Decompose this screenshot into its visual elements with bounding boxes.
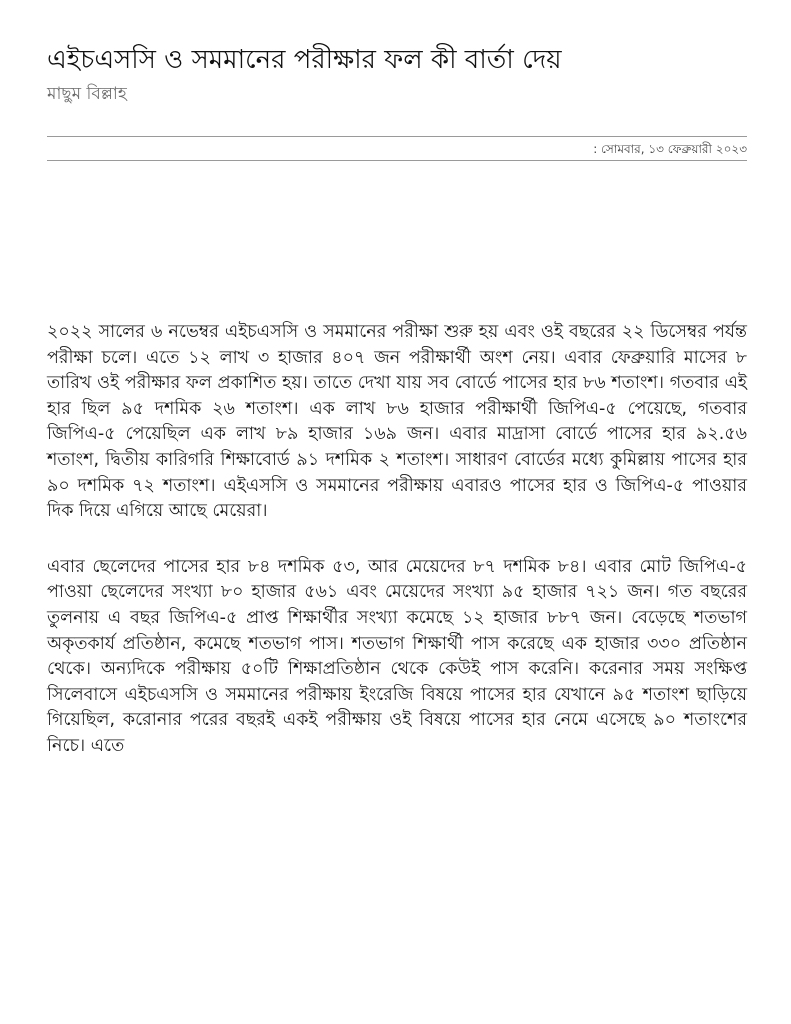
article-date: : সোমবার, ১৩ ফেব্রুয়ারী ২০২৩: [593, 142, 747, 156]
article-body: [47, 320, 747, 760]
divider-bottom: [47, 160, 747, 161]
article-paragraph: এবার ছেলেদের পাসের হার ৮৪ দশমিক ৫৩, আর মেয়েদের ৮৭ দশমিক ৮৪। এবার মোট জিপিএ-৫ পাওয়া ছেলেদের সংখ্যা ৮০ হাজার ৫৬১ এবং মেয়েদের সংখ্যা ৯৫ হাজার ৭২১ জন। গত বছরের তুলনায় এ বছর জিপিএ-৫ প্রাপ্ত শিক্ষার্থীর সংখ্যা কমেছে ১২ হাজার ৮৮৭ জন। বেড়েছে শতভাগ অকৃতকার্য প্রতিষ্ঠান, কমেছে শতভাগ পাস। শতভাগ শিক্ষার্থী পাস করেছে এক হাজার ৩৩০ প্রতিষ্ঠান থেকে। অন্যদিকে পরীক্ষায় ৫০টি শিক্ষাপ্রতিষ্ঠান থেকে কেউই পাস করেনি। করেনার সময় সংক্ষিপ্ত সিলেবাসে এইচএসসি ও সমমানের পরীক্ষায় ইংরেজি বিষয়ে পাসের হার যেখানে ৯৫ শতাংশ ছাড়িয়ে গিয়েছিল, করোনার পরের বছরই একই পরীক্ষায় ওই বিষয়ে পাসের হার নেমে এসেছে ৯০ শতাংশের নিচে। এতে: [47, 556, 747, 756]
article-page: [47, 0, 747, 1024]
article-author: মাছুম বিল্লাহ: [47, 84, 127, 104]
article-paragraph: ২০২২ সালের ৬ নভেম্বর এইচএসসি ও সমমানের পরীক্ষা শুরু হয় এবং ওই বছরের ২২ ডিসেম্বর পর্যন্ত পরীক্ষা চলে। এতে ১২ লাখ ৩ হাজার ৪০৭ জন পরীক্ষার্থী অংশ নেয়। এবার ফেব্রুয়ারি মাসের ৮ তারিখ ওই পরীক্ষার ফল প্রকাশিত হয়। তাতে দেখা যায় সব বোর্ডে পাসের হার ৮৬ শতাংশ। গতবার এই হার ছিল ৯৫ দশমিক ২৬ শতাংশ। এক লাখ ৮৬ হাজার পরীক্ষার্থী জিপিএ-৫ পেয়েছে, গতবার জিপিএ-৫ পেয়েছিল এক লাখ ৮৯ হাজার ১৬৯ জন। এবার মাদ্রাসা বোর্ডে পাসের হার ৯২.৫৬ শতাংশ, দ্বিতীয় কারিগরি শিক্ষাবোর্ড ৯১ দশমিক ২ শতাংশ। সাধারণ বোর্ডের মধ্যে কুমিল্লায় পাসের হার ৯০ দশমিক ৭২ শতাংশ। এইএসসি ও সমমানের পরীক্ষায় এবারও পাসের হার ও জিপিএ-৫ পাওয়ার দিক দিয়ে এগিয়ে আছে মেয়েরা।: [47, 322, 747, 522]
divider-top: [47, 136, 747, 137]
article-headline: এইচএসসি ও সমমানের পরীক্ষার ফল কী বার্তা দেয়: [47, 45, 562, 75]
